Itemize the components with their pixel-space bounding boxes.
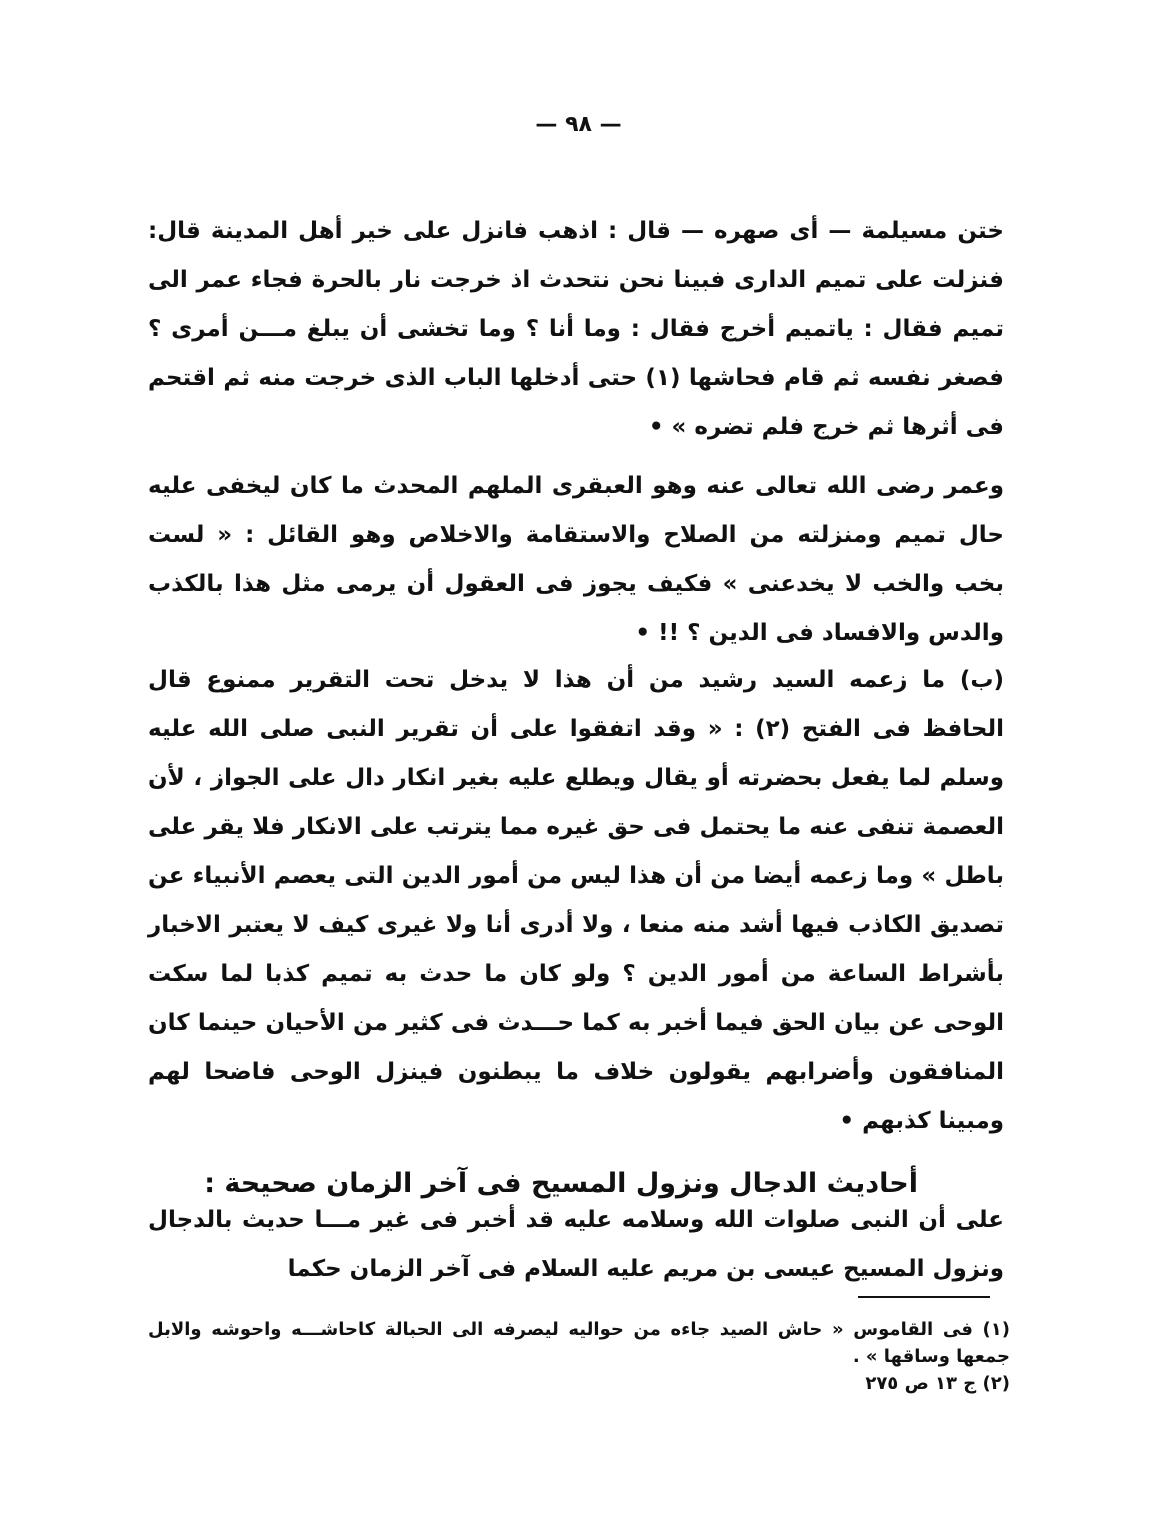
page-number: — ٩٨ — xyxy=(535,112,622,137)
footnote-1: (١) فى القاموس « حاش الصيد جاءه من حواليه ليصرفه الى الحبالة كاحاشـــه واحوشه والابل جمعها وساقها » . xyxy=(148,1319,1010,1367)
footnotes xyxy=(148,1316,1010,1397)
paragraph-3: (ب) ما زعمه السيد رشيد من أن هذا لا يدخل تحت التقرير ممنوع قال الحافظ فى الفتح (٢) : « وقد اتفقوا على أن تقرير النبى صلى الله عليه وسلم لما يفعل بحضرته أو يقال ويطلع عليه بغير انكار دال على الجواز ، لأن العصمة تنفى عنه ما يحتمل فى حق غيره مما يترتب على الانكار فلا يقر على باطل » وما زعمه أيضا من أن هذا ليس من أمور الدين التى يعصم الأنبياء عن تصديق الكاذب فيها أشد منه منعا ، ولا أدرى أنا ولا غيرى كيف لا يعتبر الاخبار بأشراط الساعة من أمور الدين ؟ ولو كان ما حدث به تميم كذبا لما سكت الوحى عن بيان الحق فيما أخبر به كما حـــدث فى كثير من الأحيان حينما كان المنافقون وأضرابهم يقولون خلاف ما يبطنون فينزل الوحى فاضحا لهم ومبينا كذبهم • xyxy=(148,667,1004,1134)
paragraph-4: على أن النبى صلوات الله وسلامه عليه قد أخبر فى غير مـــا حديث بالدجال ونزول المسيح عيسى بن مريم عليه السلام فى آخر الزمان حكما xyxy=(148,1207,1004,1282)
footnote-2: (٢) ج ١٣ ص ٢٧٥ xyxy=(865,1373,1010,1394)
footnote-divider xyxy=(858,1296,990,1298)
section-heading: أحاديث الدجال ونزول المسيح فى آخر الزمان صحيحة : xyxy=(204,1168,918,1200)
paragraph-1: ختن مسيلمة — أى صهره — قال : اذهب فانزل على خير أهل المدينة قال: فنزلت على تميم الدارى فبينا نحن نتحدث اذ خرجت نار بالحرة فجاء عمر الى تميم فقال : ياتميم أخرج فقال : وما أنا ؟ وما تخشى أن يبلغ مـــن أمرى ؟ فصغر نفسه ثم قام فحاشها (١) حتى أدخلها الباب الذى خرجت منه ثم اقتحم فى أثرها ثم خرج فلم تضره » • xyxy=(148,218,1004,440)
paragraph-2: وعمر رضى الله تعالى عنه وهو العبقرى الملهم المحدث ما كان ليخفى عليه حال تميم ومنزلته من الصلاح والاستقامة والاخلاص وهو القائل : « لست بخب والخب لا يخدعنى » فكيف يجوز فى العقول أن يرمى مثل هذا بالكذب والدس والافساد فى الدين ؟ !! • xyxy=(148,473,1004,646)
